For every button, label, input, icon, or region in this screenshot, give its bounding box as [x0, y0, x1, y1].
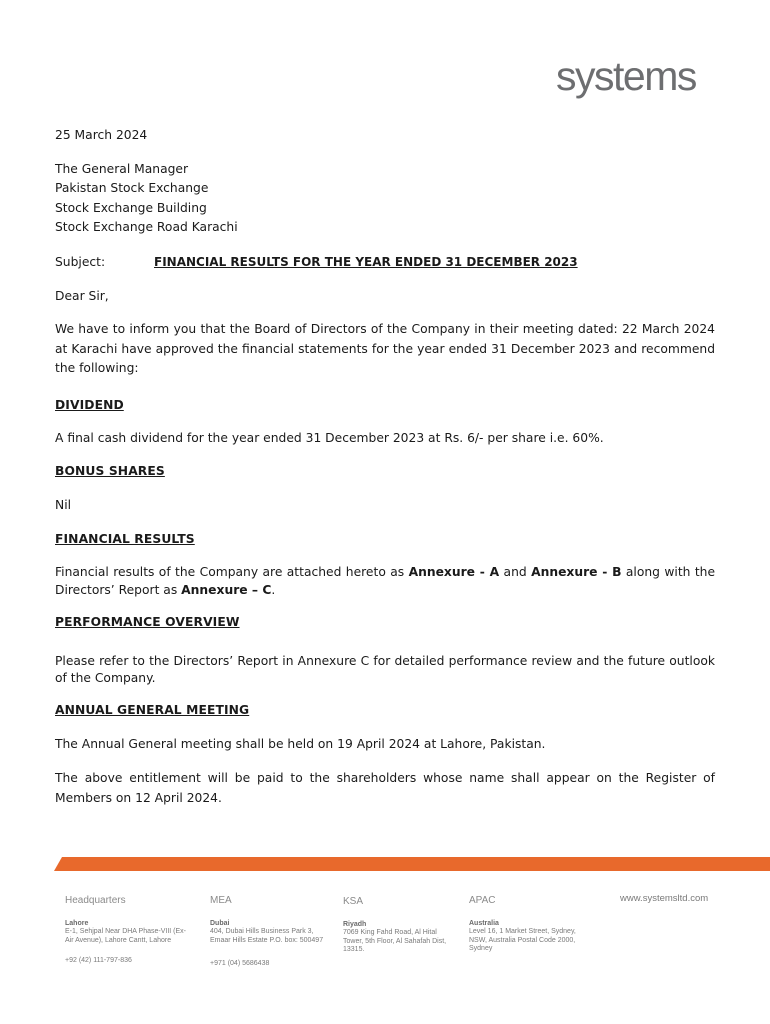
recipient-address [55, 160, 238, 237]
subject-text: FINANCIAL RESULTS FOR THE YEAR ENDED 31 DECEMBER 2023 [154, 255, 578, 269]
intro-paragraph: We have to inform you that the Board of Directors of the Company in their meeting dated: 22 March 2024 at Karachi have approved the financial statements for the year ended 31 December 2023 and recommend the following: [55, 322, 715, 376]
agm-text: The Annual General meeting shall be held on 19 April 2024 at Lahore, Pakistan. [55, 737, 546, 751]
office-headquarters [65, 895, 190, 964]
office-address: 404, Dubai Hills Business Park 3, Emaar Hills Estate P.O. box: 500497 [210, 928, 324, 944]
office-title: MEA [210, 895, 232, 906]
annexure-c: Annexure – C [181, 583, 272, 597]
office-title: KSA [343, 896, 364, 907]
office-city: Australia [469, 920, 499, 927]
office-city: Riyadh [343, 921, 367, 928]
bonus-heading: BONUS SHARES [55, 464, 165, 478]
entitlement-text: The above entitlement will be paid to the shareholders whose name shall appear on the Register of Members on 12 April 2024. [55, 771, 715, 805]
office-city: Dubai [210, 920, 230, 927]
office-address: 7069 King Fahd Road, Al Hital Tower, 5th Floor, Al Sahafah Dist, 13315. [343, 929, 447, 954]
office-city: Lahore [65, 920, 89, 927]
office-title: Headquarters [65, 895, 126, 906]
annexure-a: Annexure - A [408, 565, 500, 579]
annexure-b: Annexure - B [531, 565, 622, 579]
letter-date: 25 March 2024 [55, 128, 148, 142]
footer-accent-band [0, 857, 770, 871]
address-line: Pakistan Stock Exchange [55, 181, 209, 196]
office-ksa [343, 896, 455, 955]
agm-heading: ANNUAL GENERAL MEETING [55, 703, 250, 717]
address-line: Stock Exchange Road Karachi [55, 219, 238, 234]
office-phone: +92 (42) 111-797-836 [65, 957, 132, 965]
performance-text: Please refer to the Directors’ Report in Annexure C for detailed performance review and the future outlook of the Company. [55, 654, 715, 685]
office-address: E-1, Sehjpal Near DHA Phase-VIII (Ex-Air Avenue), Lahore Cantt, Lahore [65, 928, 186, 944]
financial-heading: FINANCIAL RESULTS [55, 532, 195, 546]
financial-text: Financial results of the Company are attached hereto as Annexure - A and Annexure - B along with the Directors’ Report as Annexure – C. [55, 565, 716, 597]
office-address: Level 16, 1 Market Street, Sydney, NSW, Australia Postal Code 2000, Sydney [469, 928, 576, 953]
website-link[interactable]: www.systemsltd.com [620, 893, 709, 904]
company-logo: systems [556, 53, 696, 99]
address-line: Stock Exchange Building [55, 200, 207, 215]
subject-label: Subject: [55, 255, 106, 269]
office-apac [469, 895, 584, 954]
dividend-heading: DIVIDEND [55, 398, 124, 412]
address-line: The General Manager [55, 162, 189, 176]
performance-heading: PERFORMANCE OVERVIEW [55, 615, 240, 629]
office-phone: +971 (04) 5686438 [210, 960, 270, 968]
office-mea [210, 895, 332, 967]
office-title: APAC [469, 895, 496, 906]
salutation: Dear Sir, [55, 289, 109, 303]
dividend-text: A final cash dividend for the year ended 31 December 2023 at Rs. 6/- per share i.e. 60%. [55, 431, 604, 445]
bonus-text: Nil [55, 498, 72, 512]
